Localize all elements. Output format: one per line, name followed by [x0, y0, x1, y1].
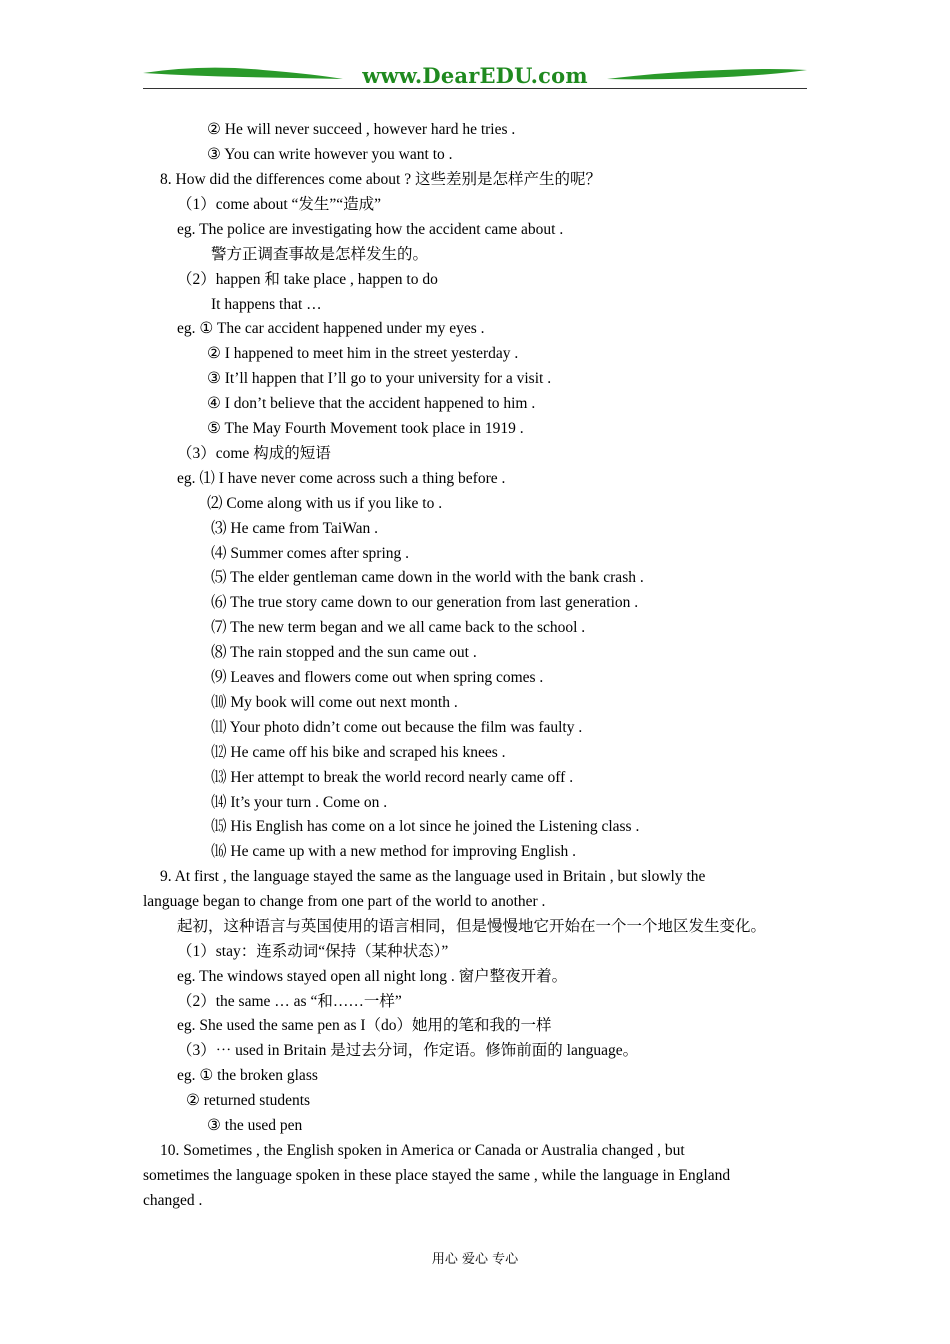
text-line: eg. ⑴ I have never come across such a thing before . — [177, 470, 506, 487]
text-line: ⑷ Summer comes after spring . — [211, 545, 410, 562]
text-line: ⒃ He came up with a new method for improving English . — [211, 843, 577, 860]
text-line: ② I happened to meet him in the street yesterday . — [207, 345, 519, 362]
text-line: ⑤ The May Fourth Movement took place in 1919 . — [207, 420, 524, 437]
header-divider — [143, 88, 807, 89]
text-line: ⑽ My book will come out next month . — [211, 694, 458, 711]
text-line: 警方正调查事故是怎样发生的。 — [211, 246, 429, 263]
text-line: 起初，这种语言与英国使用的语言相同，但是慢慢地它开始在一个一个地区发生变化。 — [177, 918, 767, 935]
text-line: ④ I don’t believe that the accident happened to him . — [207, 395, 536, 412]
text-line: eg. ① the broken glass — [177, 1067, 318, 1084]
text-line: ⑺ The new term began and we all came back to the school . — [211, 619, 586, 636]
text-line: ⒂ His English has come on a lot since he joined the Listening class . — [211, 818, 640, 835]
text-line: ⒀ Her attempt to break the world record nearly came off . — [211, 769, 574, 786]
text-line: ⒁ It’s your turn . Come on . — [211, 794, 388, 811]
page-header — [143, 62, 807, 92]
text-line: language began to change from one part of the world to another . — [143, 893, 546, 910]
text-line: ② returned students — [186, 1092, 311, 1109]
text-line: ⑵ Come along with us if you like to . — [207, 495, 443, 512]
text-line: changed . — [143, 1192, 203, 1209]
text-line: ③ It’ll happen that I’ll go to your university for a visit . — [207, 370, 552, 387]
text-line: ⑼ Leaves and flowers come out when spring comes . — [211, 669, 544, 686]
text-line: ⑹ The true story came down to our generation from last generation . — [211, 594, 639, 611]
brand-logo-text: www.DearEDU.com — [362, 63, 588, 88]
text-line: （1）come about “发生”“造成” — [177, 196, 382, 213]
text-line: ② He will never succeed , however hard he tries . — [207, 121, 516, 138]
text-line: （1）stay：连系动词“保持（某种状态）” — [177, 943, 449, 960]
text-line: （3）⋯ used in Britain 是过去分词，作定语。修饰前面的 language。 — [177, 1042, 639, 1059]
text-line: （3）come 构成的短语 — [177, 445, 331, 462]
text-line: ⑸ The elder gentleman came down in the world with the bank crash . — [211, 569, 644, 586]
text-line: ③ You can write however you want to . — [207, 146, 453, 163]
text-line: 9. At first , the language stayed the same as the language used in Britain , but slowly the — [160, 868, 706, 885]
text-line: eg. The police are investigating how the accident came about . — [177, 221, 564, 238]
page-footer: 用心 爱心 专心 — [431, 1252, 519, 1267]
text-line: ⑻ The rain stopped and the sun came out . — [211, 644, 477, 661]
text-line: eg. ① The car accident happened under my eyes . — [177, 320, 485, 337]
text-line: sometimes the language spoken in these place stayed the same , while the language in England — [143, 1167, 731, 1184]
text-line: ③ the used pen — [207, 1117, 303, 1134]
text-line: ⑿ He came off his bike and scraped his knees . — [211, 744, 506, 761]
text-line: eg. The windows stayed open all night long . 窗户整夜开着。 — [177, 968, 568, 985]
text-line: ⑾ Your photo didn’t come out because the film was faulty . — [211, 719, 583, 736]
text-line: 10. Sometimes , the English spoken in America or Canada or Australia changed , but — [160, 1142, 685, 1159]
text-line: It happens that … — [211, 296, 322, 313]
text-line: ⑶ He came from TaiWan . — [211, 520, 378, 537]
text-line: eg. She used the same pen as I（do）她用的笔和我的一样 — [177, 1017, 552, 1034]
text-line: 8. How did the differences come about ? 这些差别是怎样产生的呢？ — [160, 171, 601, 188]
text-line: （2）happen 和 take place , happen to do — [177, 271, 438, 288]
text-line: （2）the same … as “和……一样” — [177, 993, 402, 1010]
